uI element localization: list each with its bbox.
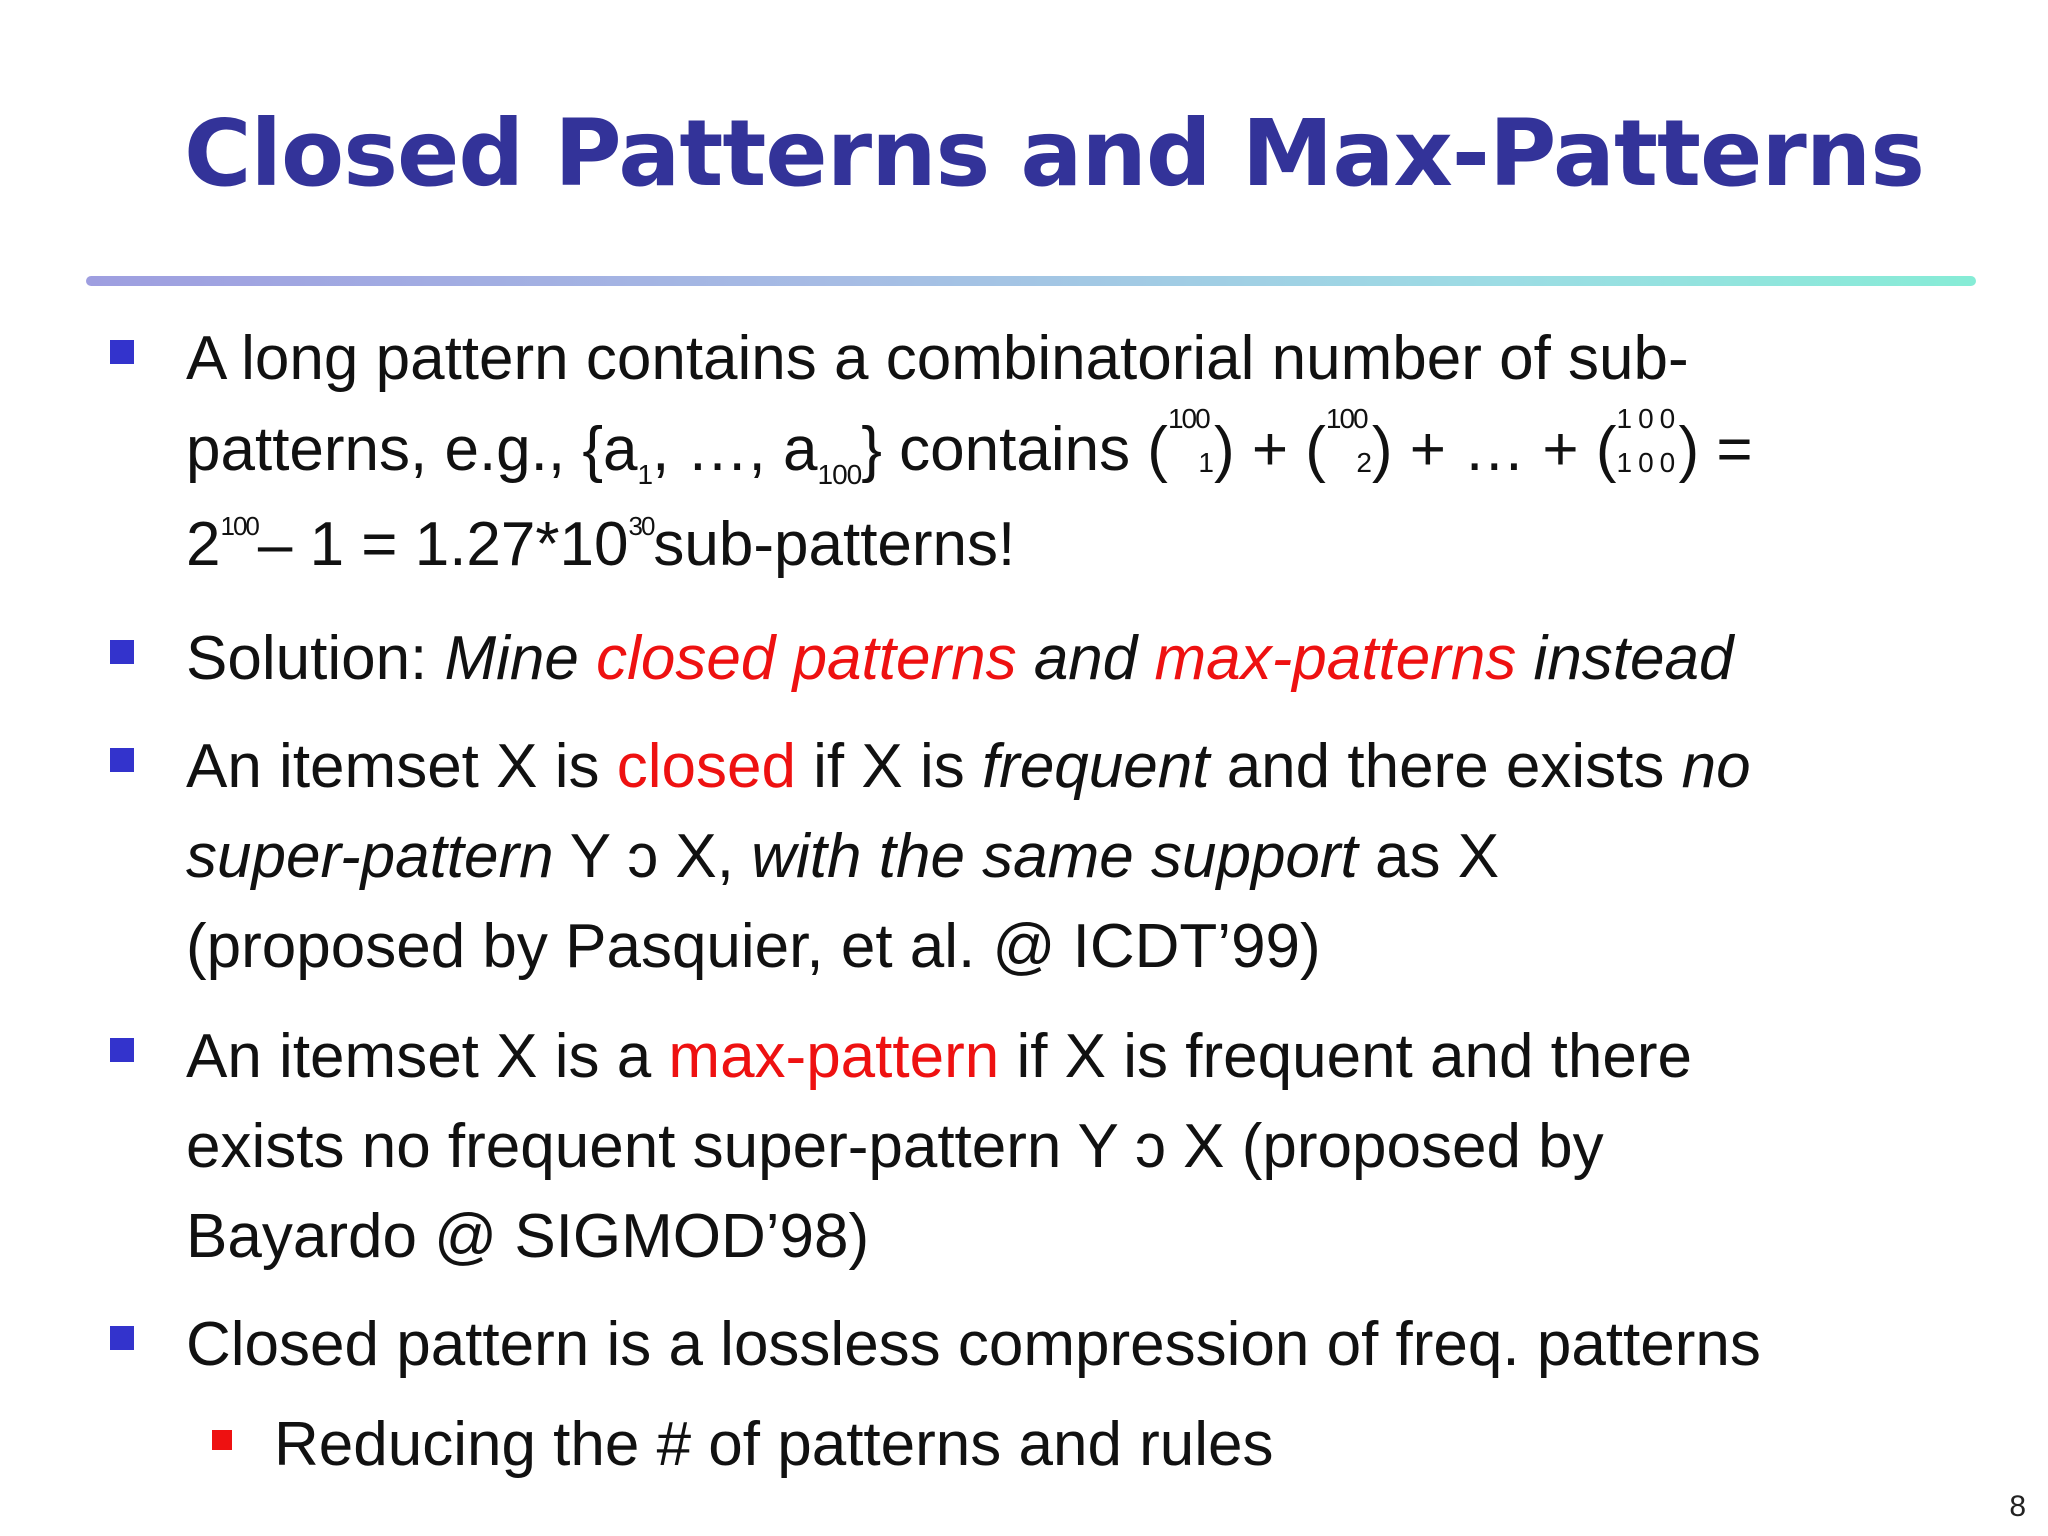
closed-patterns-highlight: closed patterns <box>596 624 1017 693</box>
bullet3-line3 <box>186 912 1321 982</box>
bullet-square-icon <box>110 340 134 364</box>
sub-bullet-square-icon <box>212 1430 232 1450</box>
binom1-bottom: 1 <box>1198 447 1214 478</box>
bullet4-text-1c: if X is frequent and there <box>999 1022 1692 1091</box>
bullet1-text-2b: , …, a <box>652 415 818 484</box>
bullet2-text-d: and <box>1016 624 1155 693</box>
bullet3-line1 <box>186 732 1751 802</box>
binom3-top: 100 <box>1616 403 1682 434</box>
bullet1-line3 <box>186 510 1015 591</box>
bullet4-line2 <box>186 1112 1604 1182</box>
max-patterns-highlight: max-patterns <box>1154 624 1517 693</box>
bullet2-line1 <box>186 624 1733 694</box>
bullet3-text-1d: frequent <box>981 732 1210 801</box>
bullet3-text-1c: if X is <box>795 732 982 801</box>
bullet1-text-2a: patterns, e.g., {a <box>186 415 638 484</box>
superscript-100: 100 <box>220 511 258 541</box>
bullet1-text-2d: ) + ( <box>1213 415 1326 484</box>
bullet3-line2 <box>186 822 1499 892</box>
page-number: 8 <box>2009 1490 2026 1523</box>
bullet4-text-2: exists no frequent super-pattern Y ɔ X (proposed by <box>186 1112 1604 1181</box>
bullet4-line1 <box>186 1022 1692 1092</box>
bullet3-text-2a: super-pattern <box>186 822 554 891</box>
slide-title: Closed Patterns and Max-Patterns <box>184 100 1924 207</box>
binomial-100-100 <box>1616 403 1682 485</box>
bullet-square-icon <box>110 1326 134 1350</box>
bullet4-text-3: Bayardo @ SIGMOD’98) <box>186 1202 870 1271</box>
bullet4-line3 <box>186 1202 869 1272</box>
bullet2-text-f: instead <box>1516 624 1734 693</box>
bullet1-text-3c: sub-patterns! <box>653 510 1016 579</box>
bullet1-text-2c: } contains ( <box>861 415 1168 484</box>
bullet-square-icon <box>110 1038 134 1062</box>
binomial-100-2 <box>1325 403 1372 485</box>
bullet1-text-2e: ) + … + ( <box>1371 415 1617 484</box>
closed-highlight: closed <box>616 732 796 801</box>
bullet2-text-a: Solution: <box>186 624 445 693</box>
bullet1-text-1: A long pattern contains a combinatorial number of sub- <box>186 324 1689 393</box>
bullet3-text-3: (proposed by Pasquier, et al. @ ICDT’99) <box>186 912 1321 981</box>
binom2-bottom: 2 <box>1356 447 1372 478</box>
bullet3-text-1a: An itemset X is <box>186 732 617 801</box>
bullet5-text-1: Closed pattern is a lossless compression of freq. patterns <box>186 1310 1761 1379</box>
title-underline <box>86 276 1976 286</box>
bullet1-text-2f: ) = <box>1678 415 1753 484</box>
bullet-square-icon <box>110 640 134 664</box>
superscript-30: 30 <box>628 511 654 541</box>
binomial-100-1 <box>1167 403 1214 485</box>
bullet2-text-b: Mine <box>444 624 597 693</box>
bullet5-line1 <box>186 1310 1761 1380</box>
binom1-top: 100 <box>1167 403 1209 434</box>
binom2-top: 100 <box>1325 403 1367 434</box>
bullet3-text-1f: no <box>1681 732 1751 801</box>
binom3-bottom: 100 <box>1616 447 1682 478</box>
sub-bullet1-text: Reducing the # of patterns and rules <box>274 1410 1274 1479</box>
bullet1-text-3a: 2 <box>186 510 221 579</box>
bullet1-text-3b: – 1 = 1.27*10 <box>257 510 629 579</box>
bullet1-line2 <box>186 403 1753 496</box>
sub-bullet1-line1 <box>274 1410 1274 1480</box>
bullet3-text-2b: Y ɔ X, <box>553 822 752 891</box>
bullet3-text-2c: with the same support <box>751 822 1358 891</box>
max-pattern-highlight: max-pattern <box>668 1022 1000 1091</box>
subscript-1: 1 <box>637 459 653 490</box>
bullet3-text-1e: and there exists <box>1209 732 1682 801</box>
bullet3-text-2d: as X <box>1357 822 1500 891</box>
bullet-square-icon <box>110 748 134 772</box>
subscript-100: 100 <box>817 459 862 490</box>
bullet1-line1 <box>186 324 1689 394</box>
bullet4-text-1a: An itemset X is a <box>186 1022 669 1091</box>
